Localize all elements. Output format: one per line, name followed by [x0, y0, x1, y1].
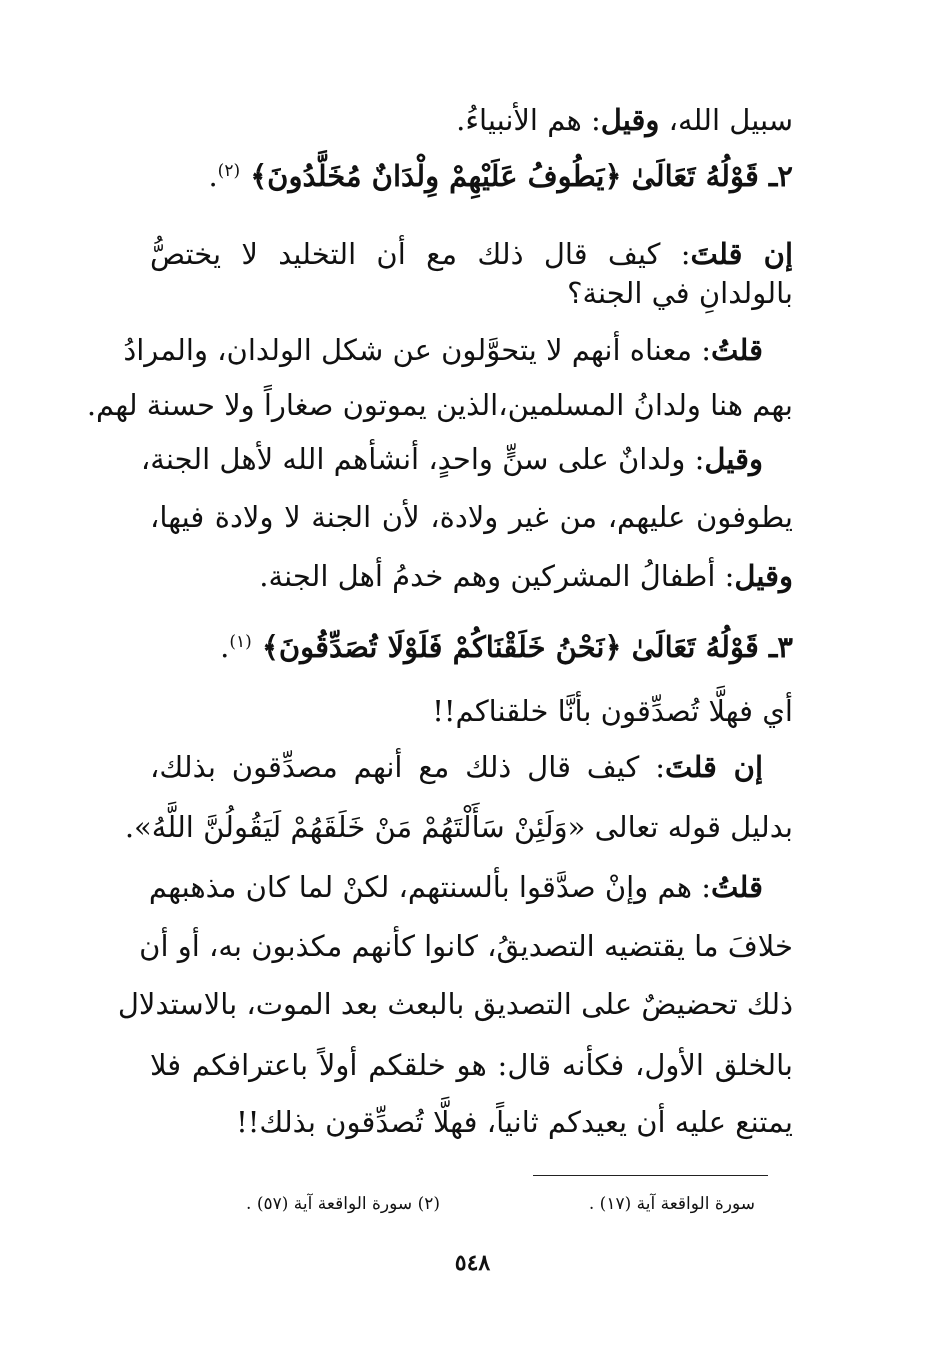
line-1-part-a: سبيل الله، — [659, 103, 793, 137]
text-line-1 — [150, 98, 793, 142]
keyword-qultu: قلتُ — [711, 333, 763, 367]
line-6-text: بهم هنا ولدانُ المسلمين،الذين يموتون صغاراً ولا حسنة لهم. — [86, 388, 793, 422]
line-11-text: أي فهلَّا تُصدِّقون بأنَّا خلقناكم!! — [432, 694, 793, 728]
text-line-8 — [150, 495, 793, 539]
keyword-qila: وقيل — [704, 442, 763, 476]
line-16-text: ذلك تحضيضٌ على التصديق بالبعث بعد الموت، بالاستدلال — [117, 987, 793, 1021]
keyword-in-qulta: إن قلتَ — [664, 750, 764, 784]
text-line-18 — [150, 1100, 793, 1144]
line-18-text: يمتنع عليه أن يعيدكم ثانياً، فهلَّا تُصدِّقون بذلك!! — [236, 1105, 793, 1139]
text-line-7 — [140, 437, 793, 481]
verse-end: . — [208, 159, 218, 193]
text-line-6 — [86, 383, 793, 427]
keyword-in-qulta: إن قلتَ — [690, 237, 794, 271]
line-4-text: بالولدانِ في الجنة؟ — [567, 276, 793, 310]
keyword-qultu: قلتُ — [711, 870, 763, 904]
verse-heading-label: ٢ـ قَوْلُهُ تَعَالَىٰ — [631, 159, 793, 193]
line-15-text: خلافَ ما يقتضيه التصديقُ، كانوا كأنهم مكذبون به، أو أن — [139, 929, 793, 963]
line-8-text: يطوفون عليهم، من غير ولادة، لأن الجنة لا ولادة فيها، — [150, 500, 793, 534]
keyword-qila: وقيل — [600, 103, 660, 137]
line-14-text: : هم وإنْ صدَّقوا بألسنتهم، لكنْ لما كان مذهبهم — [148, 870, 712, 904]
text-line-13 — [124, 805, 793, 849]
verse-text: ﴿يَطُوفُ عَلَيْهِمْ وِلْدَانٌ مُخَلَّدُونَ﴾ — [240, 159, 632, 193]
text-line-11 — [150, 689, 793, 733]
line-17-text: بالخلق الأول، فكأنه قال: هو خلقكم أولاً باعترافكم فلا — [150, 1048, 793, 1082]
text-line-12 — [150, 745, 793, 789]
line-1-part-b: : هم الأنبياءُ. — [456, 103, 601, 137]
line-7-text: : ولدانٌ على سنٍّ واحدٍ، أنشأهم الله لأهل الجنة، — [140, 442, 705, 476]
text-line-14 — [150, 865, 793, 909]
verse-heading-label: ٣ـ قَوْلُهُ تَعَالَىٰ — [631, 630, 793, 664]
text-line-17 — [150, 1043, 793, 1087]
line-9-text: : أطفالُ المشركين وهم خدمُ أهل الجنة. — [259, 559, 735, 593]
line-13-text: بدليل قوله تعالى «وَلَئِنْ سَأَلْتَهُمْ مَنْ خَلَقَهُمْ لَيَقُولُنَّ اللَّهُ». — [124, 810, 793, 844]
footnote-1: سورة الواقعة آية (١٧) . — [588, 1194, 755, 1214]
text-line-3 — [150, 232, 793, 276]
text-line-15 — [139, 924, 793, 968]
text-line-16 — [117, 982, 793, 1026]
line-3-text: : كيف قال ذلك مع أن التخليد لا يختصُّ — [150, 237, 691, 271]
verse-heading-3 — [150, 625, 793, 674]
footnote-marker: (٢) — [217, 161, 241, 181]
line-5-text: : معناه أنهم لا يتحوَّلون عن شكل الولدان، والمرادُ — [123, 333, 712, 367]
keyword-qila: وقيل — [734, 559, 793, 593]
text-line-9 — [150, 554, 793, 598]
text-line-5 — [123, 328, 793, 372]
line-12-text: : كيف قال ذلك مع أنهم مصدِّقون بذلك، — [150, 750, 665, 784]
verse-text: ﴿نَحْنُ خَلَقْنَاكُمْ فَلَوْلَا تُصَدِّقُونَ﴾ — [251, 630, 632, 664]
footnote-2: (٢) سورة الواقعة آية (٥٧) . — [246, 1194, 440, 1214]
footnote-marker: (١) — [229, 632, 252, 652]
footnote-divider — [533, 1175, 768, 1176]
page-number: ٥٤٨ — [454, 1250, 491, 1276]
text-line-4 — [150, 271, 793, 315]
verse-heading-2 — [150, 154, 793, 203]
verse-end: . — [220, 630, 230, 664]
